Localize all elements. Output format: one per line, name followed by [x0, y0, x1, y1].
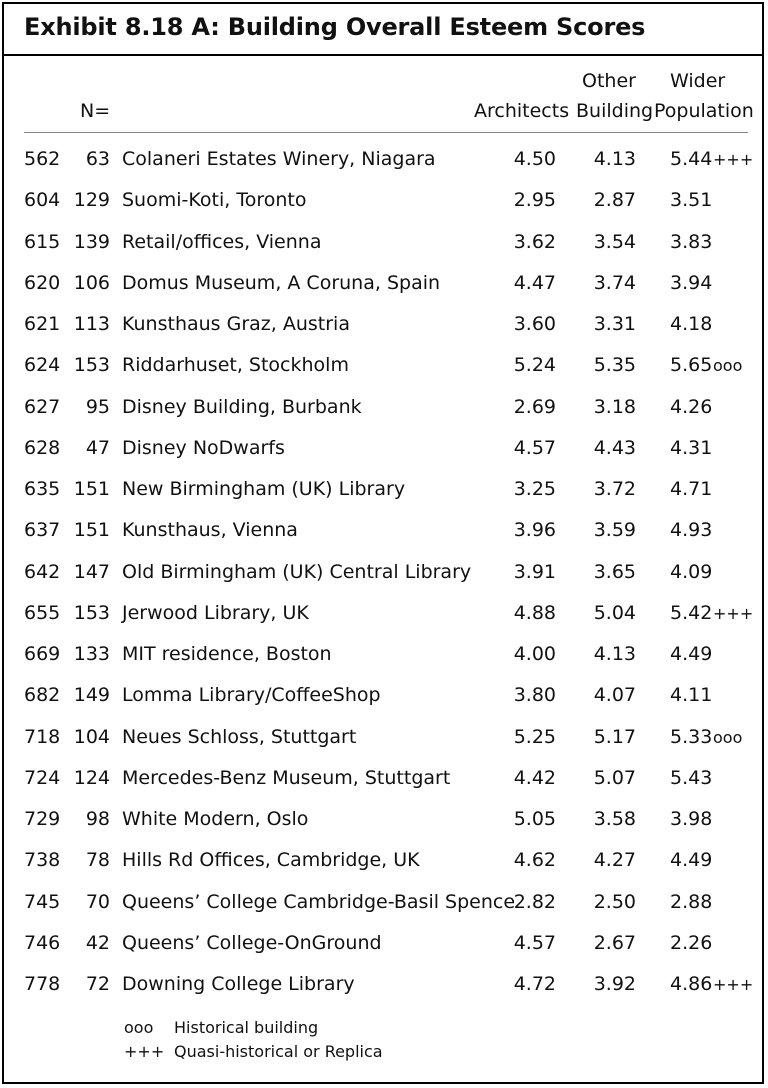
respondent-count: 63	[85, 148, 110, 170]
respondent-count: 42	[85, 931, 110, 954]
building-id: 745	[24, 890, 61, 913]
other-building-score: 5.04	[593, 601, 636, 624]
table-row	[4, 973, 762, 1013]
architects-score: 4.42	[513, 766, 556, 789]
wider-population-score: 4.11	[670, 684, 713, 707]
heritage-marker: ooo	[713, 356, 743, 376]
respondent-count: 151	[73, 478, 110, 500]
table-row	[4, 891, 762, 931]
building-name: Hills Rd Offices, Cambridge, UK	[122, 849, 420, 872]
legend-text-quasi: Quasi-historical or Replica	[174, 1042, 383, 1061]
respondent-count: 106	[73, 271, 110, 294]
table-row	[4, 726, 762, 766]
building-name: Colaneri Estates Winery, Niagara	[122, 148, 436, 170]
wider-population-score: 2.26	[670, 931, 713, 954]
building-id: 642	[24, 560, 61, 583]
table-row	[4, 231, 762, 271]
wider-population-score: 3.51	[670, 189, 713, 212]
wider-population-score: 4.49	[670, 849, 713, 872]
building-name: Old Birmingham (UK) Central Library	[122, 560, 472, 583]
respondent-count: 104	[73, 725, 110, 748]
table-row	[4, 519, 762, 559]
building-id: 621	[24, 313, 61, 335]
building-id: 604	[24, 189, 61, 212]
building-id: 620	[24, 271, 61, 294]
architects-score: 5.05	[513, 808, 556, 830]
legend-text-historical: Historical building	[174, 1018, 319, 1037]
building-id: 682	[24, 684, 61, 707]
building-name: Disney Building, Burbank	[122, 395, 362, 418]
building-id: 669	[24, 643, 61, 665]
other-building-score: 2.50	[593, 890, 636, 913]
header-wider-top: Wider	[670, 70, 726, 92]
building-id: 635	[24, 478, 61, 500]
architects-score: 4.50	[513, 148, 556, 170]
title-bar	[4, 4, 762, 56]
wider-population-score: 3.98	[670, 808, 713, 830]
wider-population-score: 4.93	[670, 519, 713, 542]
building-id: 637	[24, 519, 61, 542]
other-building-score: 3.18	[593, 395, 636, 418]
respondent-count: 72	[85, 973, 110, 995]
building-id: 624	[24, 354, 61, 377]
wider-population-score: 4.49	[670, 643, 713, 665]
building-name: Retail/offices, Vienna	[122, 230, 322, 253]
table-row	[4, 684, 762, 724]
architects-score: 5.25	[513, 725, 556, 748]
respondent-count: 70	[85, 890, 110, 913]
other-building-score: 2.67	[593, 931, 636, 954]
table-row	[4, 354, 762, 394]
other-building-score: 2.87	[593, 189, 636, 212]
architects-score: 4.62	[513, 849, 556, 872]
architects-score: 2.95	[513, 189, 556, 212]
table-row	[4, 767, 762, 807]
building-name: Suomi-Koti, Toronto	[122, 189, 307, 212]
building-name: Neues Schloss, Stuttgart	[122, 725, 357, 748]
other-building-score: 4.13	[593, 643, 636, 665]
other-building-score: 5.07	[593, 766, 636, 789]
respondent-count: 124	[73, 766, 110, 789]
architects-score: 3.60	[513, 313, 556, 335]
heritage-marker: +++	[713, 603, 754, 623]
building-id: 738	[24, 849, 61, 872]
building-name: New Birmingham (UK) Library	[122, 478, 406, 500]
other-building-score: 4.43	[593, 436, 636, 459]
building-name: Downing College Library	[122, 973, 355, 995]
table-row	[4, 148, 762, 188]
heritage-marker: ooo	[713, 727, 743, 747]
architects-score: 3.80	[513, 684, 556, 707]
building-name: Jerwood Library, UK	[122, 601, 309, 624]
other-building-score: 5.35	[593, 354, 636, 377]
building-id: 718	[24, 725, 61, 748]
other-building-score: 4.27	[593, 849, 636, 872]
architects-score: 3.62	[513, 230, 556, 253]
architects-score: 4.57	[513, 436, 556, 459]
building-name: MIT residence, Boston	[122, 643, 332, 665]
architects-score: 3.91	[513, 560, 556, 583]
wider-population-score: 4.18	[670, 313, 713, 335]
other-building-score: 3.92	[593, 973, 636, 995]
respondent-count: 113	[73, 313, 110, 335]
respondent-count: 47	[85, 436, 110, 459]
wider-population-score: 5.43	[670, 766, 713, 789]
header-architects: Architects	[474, 100, 570, 122]
table-row	[4, 808, 762, 848]
wider-population-score: 4.86	[670, 973, 713, 995]
respondent-count: 147	[73, 560, 110, 583]
architects-score: 4.72	[513, 973, 556, 995]
architects-score: 2.82	[513, 890, 556, 913]
building-id: 615	[24, 230, 61, 253]
building-id: 778	[24, 973, 61, 995]
table-row	[4, 643, 762, 683]
heritage-marker: +++	[713, 975, 754, 994]
other-building-score: 3.59	[593, 519, 636, 542]
building-id: 562	[24, 148, 61, 170]
building-name: Kunsthaus, Vienna	[122, 519, 298, 542]
table-row	[4, 437, 762, 477]
table-row	[4, 849, 762, 889]
building-name: Mercedes-Benz Museum, Stuttgart	[122, 766, 451, 789]
other-building-score: 3.31	[593, 313, 636, 335]
legend-symbol-historical: ooo	[124, 1018, 154, 1037]
wider-population-score: 5.44	[670, 148, 713, 170]
table-row	[4, 272, 762, 312]
building-id: 628	[24, 436, 61, 459]
architects-score: 4.47	[513, 271, 556, 294]
wider-population-score: 3.94	[670, 271, 713, 294]
building-name: Disney NoDwarfs	[122, 436, 285, 459]
architects-score: 2.69	[513, 395, 556, 418]
wider-population-score: 5.33	[670, 725, 713, 748]
heritage-marker: +++	[713, 150, 754, 169]
respondent-count: 153	[73, 601, 110, 624]
table-row	[4, 561, 762, 601]
building-id: 655	[24, 601, 61, 624]
wider-population-score: 5.42	[670, 601, 713, 624]
respondent-count: 149	[73, 684, 110, 707]
building-name: Queens’ College Cambridge-Basil Spence	[122, 890, 516, 913]
other-building-score: 3.65	[593, 560, 636, 583]
wider-population-score: 5.65	[670, 354, 713, 377]
other-building-score: 5.17	[593, 725, 636, 748]
building-name: Riddarhuset, Stockholm	[122, 354, 349, 377]
respondent-count: 133	[73, 643, 110, 665]
building-name: White Modern, Oslo	[122, 808, 309, 830]
table-row	[4, 478, 762, 518]
header-wider-bottom: Population	[654, 100, 754, 122]
other-building-score: 3.74	[593, 271, 636, 294]
table-row	[4, 932, 762, 972]
architects-score: 4.57	[513, 931, 556, 954]
other-building-score: 3.72	[593, 478, 636, 500]
other-building-score: 4.07	[593, 684, 636, 707]
architects-score: 4.88	[513, 601, 556, 624]
other-building-score: 3.54	[593, 230, 636, 253]
building-id: 746	[24, 931, 61, 954]
respondent-count: 98	[85, 808, 110, 830]
table-row	[4, 602, 762, 642]
other-building-score: 3.58	[593, 808, 636, 830]
other-building-score: 4.13	[593, 148, 636, 170]
architects-score: 4.00	[513, 643, 556, 665]
building-id: 627	[24, 395, 61, 418]
architects-score: 3.96	[513, 519, 556, 542]
architects-score: 3.25	[513, 478, 556, 500]
table-row	[4, 313, 762, 353]
building-id: 729	[24, 808, 61, 830]
exhibit-title: Exhibit 8.18 A: Building Overall Esteem Scores	[24, 13, 646, 41]
respondent-count: 139	[73, 230, 110, 253]
building-name: Queens’ College-OnGround	[122, 931, 382, 954]
respondent-count: 95	[85, 395, 110, 418]
respondent-count: 153	[73, 354, 110, 377]
architects-score: 5.24	[513, 354, 556, 377]
header-other-bottom: Building	[576, 100, 654, 122]
building-name: Domus Museum, A Coruna, Spain	[122, 271, 441, 294]
wider-population-score: 4.09	[670, 560, 713, 583]
header-other-top: Other	[582, 70, 636, 92]
wider-population-score: 4.26	[670, 395, 713, 418]
respondent-count: 129	[73, 189, 110, 212]
legend-symbol-quasi: +++	[124, 1042, 165, 1061]
respondent-count: 151	[73, 519, 110, 542]
building-name: Lomma Library/CoffeeShop	[122, 684, 381, 707]
wider-population-score: 4.71	[670, 478, 713, 500]
wider-population-score: 3.83	[670, 230, 713, 253]
respondent-count: 78	[85, 849, 110, 872]
table-row	[4, 396, 762, 436]
building-name: Kunsthaus Graz, Austria	[122, 313, 350, 335]
wider-population-score: 2.88	[670, 890, 713, 913]
table-row	[4, 189, 762, 229]
wider-population-score: 4.31	[670, 436, 713, 459]
header-n: N=	[80, 100, 111, 122]
header-divider	[24, 132, 748, 133]
exhibit-frame	[2, 2, 764, 1084]
building-id: 724	[24, 766, 61, 789]
